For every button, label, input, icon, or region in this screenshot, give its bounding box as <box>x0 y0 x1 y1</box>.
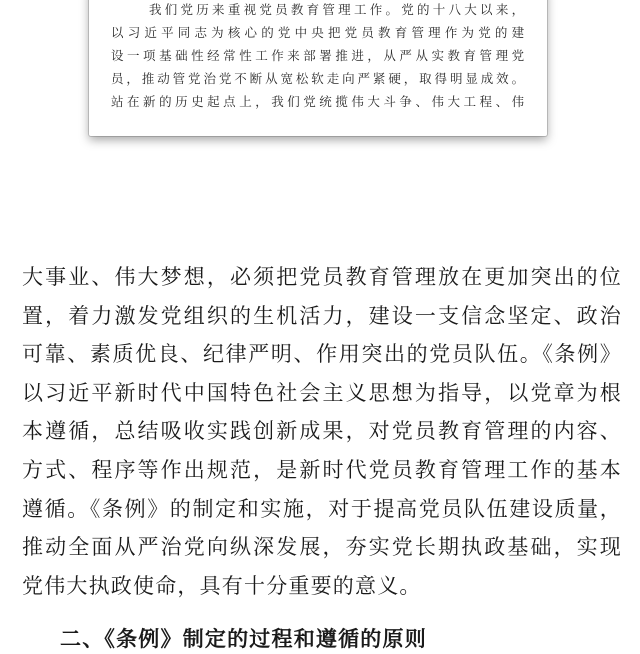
body-line-2: 置，着力激发党组织的生机活力，建设一支信念坚定、政治 <box>22 303 622 328</box>
body-line-4: 以习近平新时代中国特色社会主义思想为指导，以党章为根 <box>22 380 622 405</box>
body-paragraph <box>22 258 622 605</box>
excerpt-line-3: 设一项基础性经常性工作来部署推进，从严从实教育管理党 <box>111 48 525 63</box>
section-heading: 二、《条例》制定的过程和遵循的原则 <box>60 626 427 651</box>
body-line-1: 大事业、伟大梦想，必须把党员教育管理放在更加突出的位 <box>22 265 622 289</box>
body-line-8: 推动全面从严治党向纵深发展，夯实党长期执政基础，实现 <box>22 535 622 560</box>
body-line-7: 遵循。《条例》的制定和实施，对于提高党员队伍建设质量， <box>22 496 622 521</box>
excerpt-line-2: 以习近平同志为核心的党中央把党员教育管理作为党的建 <box>111 25 525 40</box>
excerpt-line-4: 员，推动管党治党不断从宽松软走向严紧硬，取得明显成效。 <box>111 71 525 86</box>
body-line-5: 本遵循，总结吸收实践创新成果，对党员教育管理的内容、 <box>22 419 622 444</box>
body-line-6: 方式、程序等作出规范，是新时代党员教育管理工作的基本 <box>22 457 622 482</box>
body-line-3: 可靠、素质优良、纪律严明、作用突出的党员队伍。《条例》 <box>22 342 622 367</box>
excerpt-line-1: 我们党历来重视党员教育管理工作。党的十八大以来， <box>149 2 525 17</box>
body-line-9: 党伟大执政使命，具有十分重要的意义。 <box>22 573 422 598</box>
excerpt-card <box>89 0 547 136</box>
excerpt-line-5: 站在新的历史起点上，我们党统揽伟大斗争、伟大工程、伟 <box>111 94 525 109</box>
